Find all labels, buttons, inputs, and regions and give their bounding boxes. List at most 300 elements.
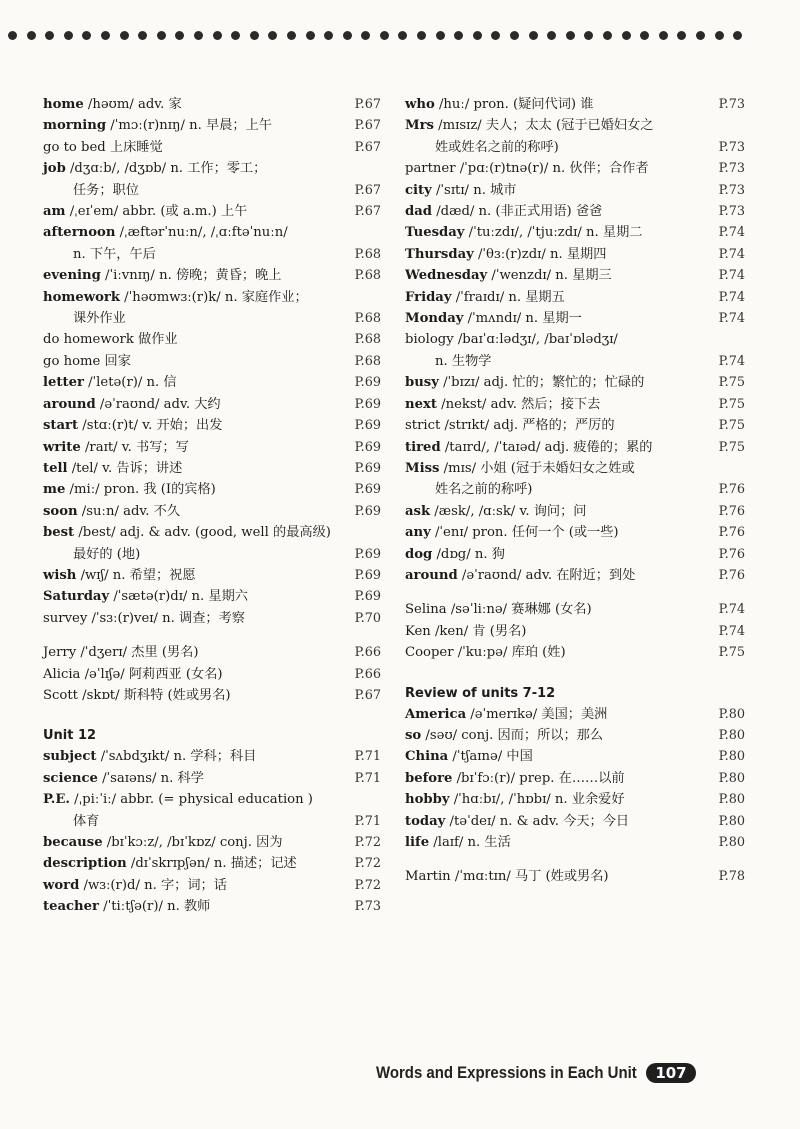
- entry-headword: best: [43, 525, 75, 541]
- vocab-entry: [43, 642, 381, 663]
- entry-page-ref: P.80: [718, 770, 745, 786]
- vocab-entry: [405, 201, 745, 222]
- entry-line: [405, 372, 699, 393]
- section-gap: [405, 586, 745, 599]
- border-dot: [547, 31, 556, 40]
- entry-line: [405, 811, 699, 832]
- entry-page-ref: P.76: [718, 482, 745, 498]
- entry-headword: because: [43, 835, 103, 850]
- entry-definition: /dæd/ n. (非正式用语) 爸爸: [432, 204, 603, 220]
- vocab-entry: [405, 866, 745, 887]
- entry-definition: strict /strɪkt/ adj. 严格的；严厉的: [405, 418, 615, 434]
- entry-page-ref: P.71: [354, 813, 381, 829]
- entry-line: [43, 768, 335, 789]
- entry-page-ref: P.73: [718, 204, 745, 220]
- border-dot: [417, 31, 426, 40]
- entry-headword: tell: [43, 460, 68, 476]
- vocab-entry: [405, 544, 745, 565]
- vocab-entry: [405, 522, 745, 543]
- border-dot: [120, 31, 129, 40]
- entry-page-ref: P.68: [354, 332, 381, 348]
- entry-headword: homework: [43, 289, 120, 305]
- entry-definition: /əˈraʊnd/ adv. 在附近；到处: [457, 567, 636, 583]
- entry-line: [43, 608, 335, 629]
- entry-headword: write: [43, 439, 81, 455]
- entry-continuation: 课外作业: [73, 311, 126, 327]
- entry-page-ref: P.67: [354, 139, 381, 155]
- entry-definition: /ˈtuːzdɪ/, /ˈtjuːzdɪ/ n. 星期二: [464, 225, 643, 241]
- entry-definition: /ˈhəʊmwɜː(r)k/ n. 家庭作业；: [119, 289, 308, 305]
- entry-page-ref: P.74: [718, 311, 745, 327]
- entry-page-ref: P.67: [354, 687, 381, 703]
- vocab-entry: [43, 685, 381, 706]
- entry-line: [405, 522, 699, 543]
- entry-line: [405, 180, 699, 201]
- entry-page-ref: P.80: [718, 835, 745, 850]
- entry-definition: /ˈenɪ/ pron. 任何一个 (或一些): [430, 525, 619, 541]
- page-number-badge: 107: [646, 1063, 695, 1083]
- vocab-entry: [43, 394, 381, 415]
- entry-headword: around: [405, 567, 458, 583]
- entry-page-ref: P.68: [354, 353, 381, 369]
- entry-page-ref: P.76: [718, 503, 745, 519]
- border-dot: [138, 31, 147, 40]
- entry-definition: /bɪˈkɔːz/, /bɪˈkɒz/ conj. 因为: [102, 835, 283, 850]
- entry-line: [43, 394, 335, 415]
- entry-headword: letter: [43, 375, 84, 391]
- entry-definition: /mɪsɪz/ 夫人；太太 (冠于已婚妇女之: [433, 118, 654, 134]
- entry-page-ref: P.73: [718, 139, 745, 155]
- entry-definition: /ˈfraɪdɪ/ n. 星期五: [451, 289, 565, 305]
- entry-page-ref: P.67: [354, 97, 381, 112]
- border-dot: [677, 31, 686, 40]
- vocab-entry: [43, 832, 381, 853]
- entry-line: [43, 415, 335, 436]
- entry-page-ref: P.72: [354, 835, 381, 850]
- vocab-entry: [405, 832, 745, 853]
- entry-line: [405, 768, 699, 789]
- entry-page-ref: P.75: [718, 418, 745, 434]
- entry-definition: /ˈhɑːbɪ/, /ˈhɒbɪ/ n. 业余爱好: [449, 792, 625, 808]
- entry-page-ref: P.78: [718, 869, 745, 885]
- vocab-entry: [405, 329, 745, 372]
- entry-definition: /ˌpiːˈiː/ abbr. (= physical education ): [69, 792, 313, 808]
- vocabulary-column-left: [43, 94, 381, 918]
- entry-line: [43, 287, 335, 308]
- border-dot: [82, 31, 91, 40]
- vocab-entry: [405, 725, 745, 746]
- vocab-entry: [43, 853, 381, 874]
- vocab-entry: [43, 664, 381, 685]
- entry-page-ref: P.75: [718, 375, 745, 391]
- vocab-entry: [405, 704, 745, 725]
- vocab-entry: [43, 329, 381, 350]
- section-heading: Unit 12: [43, 728, 97, 744]
- border-dot: [436, 31, 445, 40]
- entry-headword: start: [43, 418, 79, 434]
- entry-headword: P.E.: [43, 792, 70, 808]
- entry-line: [405, 642, 699, 663]
- entry-line: [405, 437, 699, 458]
- entry-page-ref: P.69: [354, 589, 381, 605]
- vocab-entry: [405, 394, 745, 415]
- entry-headword: me: [43, 482, 66, 498]
- vocab-entry: [405, 746, 745, 767]
- footer-title: Words and Expressions in Each Unit: [376, 1063, 637, 1082]
- entry-definition: /ˈbɪzɪ/ adj. 忙的；繁忙的；忙碌的: [438, 375, 645, 391]
- entry-definition: /miː/ pron. 我 (I的宾格): [65, 482, 216, 498]
- entry-line: [43, 789, 335, 810]
- entry-definition: /ˌeɪˈem/ abbr. (或 a.m.) 上午: [65, 204, 248, 220]
- entry-continuation: 姓或姓名之前的称呼): [435, 139, 559, 155]
- entry-line: [405, 158, 699, 179]
- entry-line: [43, 875, 335, 896]
- entry-page-ref: P.71: [354, 770, 381, 786]
- entry-line: [405, 832, 699, 853]
- entry-headword: Miss: [405, 460, 440, 476]
- entry-definition: /æsk/, /ɑːsk/ v. 询问；问: [430, 503, 587, 519]
- entry-definition: /stɑː(r)t/ v. 开始；出发: [78, 418, 223, 434]
- entry-headword: any: [405, 525, 431, 541]
- border-dot: [268, 31, 277, 40]
- entry-headword: Wednesday: [405, 268, 488, 284]
- entry-headword: Tuesday: [405, 225, 465, 241]
- entry-headword: Saturday: [43, 589, 110, 605]
- entry-definition: /ˈletə(r)/ n. 信: [83, 375, 177, 391]
- entry-headword: today: [405, 813, 446, 829]
- border-dot: [27, 31, 36, 40]
- entry-definition: /ˈtʃaɪnə/ 中国: [448, 749, 533, 765]
- entry-page-ref: P.76: [718, 567, 745, 583]
- vocab-entry: [43, 415, 381, 436]
- entry-page-ref: P.74: [718, 623, 745, 639]
- entry-line: [43, 565, 335, 586]
- entry-line: [43, 522, 335, 543]
- vocab-entry: [43, 115, 381, 136]
- entry-page-ref: P.69: [354, 460, 381, 476]
- vocab-entry: [405, 565, 745, 586]
- entry-definition: /ˈiːvnɪŋ/ n. 傍晚；黄昏；晚上: [100, 268, 282, 284]
- entry-definition: Jerry /ˈdʒerɪ/ 杰里 (男名): [43, 645, 199, 661]
- entry-line: [43, 351, 335, 372]
- entry-definition: /best/ adj. & adv. (good, well 的最高级): [74, 525, 331, 541]
- vocab-entry: [405, 811, 745, 832]
- entry-line: [405, 265, 699, 286]
- border-dot: [8, 31, 17, 40]
- entry-headword: around: [43, 396, 96, 412]
- vocab-entry: [405, 789, 745, 810]
- entry-line: [405, 415, 699, 436]
- entry-line: [405, 287, 699, 308]
- entry-page-ref: P.68: [354, 311, 381, 327]
- vocab-entry: [405, 244, 745, 265]
- entry-line: [405, 201, 699, 222]
- entry-line: [43, 137, 335, 158]
- entry-definition: Scott /skɒt/ 斯科特 (姓或男名): [43, 687, 231, 703]
- entry-line: [43, 746, 335, 767]
- entry-definition: /huː/ pron. (疑问代词) 谁: [434, 97, 594, 112]
- entry-definition: go home 回家: [43, 353, 131, 369]
- entry-headword: word: [43, 877, 80, 893]
- entry-definition: /ˌæftərˈnuːn/, /ˌɑːftəˈnuːn/: [115, 225, 288, 241]
- vocab-entry: [43, 608, 381, 629]
- border-dot: [733, 31, 742, 40]
- entry-headword: evening: [43, 268, 101, 284]
- entry-headword: America: [405, 706, 467, 722]
- entry-line: [43, 853, 335, 874]
- border-dot: [194, 31, 203, 40]
- entry-line: [405, 329, 699, 350]
- vocab-entry: [405, 621, 745, 642]
- vocab-entry: [43, 287, 381, 330]
- entry-headword: life: [405, 835, 430, 850]
- entry-page-ref: P.67: [354, 118, 381, 134]
- border-dot: [566, 31, 575, 40]
- border-dot: [529, 31, 538, 40]
- entry-headword: Friday: [405, 289, 452, 305]
- entry-line: [43, 158, 335, 179]
- entry-page-ref: P.75: [718, 439, 745, 455]
- border-dot: [175, 31, 184, 40]
- entry-page-ref: P.69: [354, 482, 381, 498]
- entry-page-ref: P.80: [718, 792, 745, 808]
- entry-definition: /əˈraʊnd/ adv. 大约: [95, 396, 221, 412]
- border-dot: [510, 31, 519, 40]
- entry-definition: Ken /ken/ 肯 (男名): [405, 623, 527, 639]
- entry-page-ref: P.69: [354, 375, 381, 391]
- border-dot: [473, 31, 482, 40]
- entry-definition: /ˈmɔː(r)nɪŋ/ n. 早晨；上午: [106, 118, 272, 134]
- entry-page-ref: P.74: [718, 246, 745, 262]
- entry-definition: /ˈθɜː(r)zdɪ/ n. 星期四: [473, 246, 607, 262]
- entry-line: [405, 94, 699, 115]
- entry-definition: /əˈmerɪkə/ 美国；美洲: [466, 706, 608, 722]
- entry-page-ref: P.72: [354, 856, 381, 872]
- vocab-entry: [43, 137, 381, 158]
- entry-continuation: 最好的 (地): [73, 546, 141, 562]
- entry-page-ref: P.71: [354, 749, 381, 765]
- vocab-entry: [405, 501, 745, 522]
- entry-page-ref: P.74: [718, 268, 745, 284]
- page-footer: [376, 1063, 696, 1083]
- entry-headword: wish: [43, 567, 77, 583]
- entry-page-ref: P.69: [354, 567, 381, 583]
- border-dot: [622, 31, 631, 40]
- entry-headword: next: [405, 396, 437, 412]
- entry-headword: before: [405, 770, 453, 786]
- entry-line: [405, 544, 699, 565]
- entry-headword: tired: [405, 439, 441, 455]
- border-dot: [715, 31, 724, 40]
- entry-line: [405, 621, 699, 642]
- entry-page-ref: P.76: [718, 546, 745, 562]
- border-dot: [45, 31, 54, 40]
- entry-line: [43, 501, 335, 522]
- entry-headword: am: [43, 204, 66, 220]
- entry-line: [43, 479, 335, 500]
- entry-page-ref: P.74: [718, 289, 745, 305]
- entry-headword: description: [43, 856, 127, 872]
- entry-definition: Cooper /ˈkuːpə/ 库珀 (姓): [405, 645, 566, 661]
- entry-line: [43, 94, 335, 115]
- entry-definition: /ˈsaɪəns/ n. 科学: [97, 770, 204, 786]
- entry-headword: so: [405, 727, 422, 743]
- vocab-entry: [405, 372, 745, 393]
- vocab-entry: [405, 287, 745, 308]
- entry-definition: Martin /ˈmɑːtɪn/ 马丁 (姓或男名): [405, 869, 609, 885]
- entry-definition: Selina /səˈliːnə/ 赛琳娜 (女名): [405, 602, 592, 618]
- entry-page-ref: P.75: [718, 396, 745, 412]
- vocab-entry: [43, 522, 381, 565]
- entry-continuation: n. 下午，午后: [73, 246, 156, 262]
- entry-page-ref: P.74: [718, 602, 745, 618]
- border-dot: [250, 31, 259, 40]
- entry-headword: dog: [405, 546, 433, 562]
- border-dot: [380, 31, 389, 40]
- entry-page-ref: P.80: [718, 813, 745, 829]
- border-dot: [157, 31, 166, 40]
- entry-line: [43, 642, 335, 663]
- entry-definition: /ˈmʌndɪ/ n. 星期一: [463, 311, 582, 327]
- entry-line: [43, 437, 335, 458]
- entry-definition: /ˈwenzdɪ/ n. 星期三: [487, 268, 612, 284]
- entry-page-ref: P.76: [718, 525, 745, 541]
- section-gap: [405, 853, 745, 866]
- vocab-entry: [43, 896, 381, 917]
- entry-headword: hobby: [405, 792, 450, 808]
- entry-page-ref: P.68: [354, 246, 381, 262]
- entry-page-ref: P.68: [354, 268, 381, 284]
- entry-headword: afternoon: [43, 225, 116, 241]
- entry-headword: job: [43, 161, 66, 177]
- entry-page-ref: P.73: [718, 97, 745, 112]
- vocab-entry: [405, 94, 745, 115]
- entry-page-ref: P.67: [354, 204, 381, 220]
- entry-headword: city: [405, 182, 432, 198]
- section-gap: [405, 664, 745, 677]
- vocab-entry: [43, 201, 381, 222]
- entry-page-ref: P.80: [718, 727, 745, 743]
- border-dot: [584, 31, 593, 40]
- entry-headword: ask: [405, 503, 431, 519]
- vocab-entry: [405, 458, 745, 501]
- entry-page-ref: P.69: [354, 546, 381, 562]
- vocab-entry: [405, 265, 745, 286]
- vocab-entry: [405, 415, 745, 436]
- entry-page-ref: P.80: [718, 749, 745, 765]
- entry-headword: home: [43, 97, 84, 112]
- entry-line: [43, 115, 335, 136]
- entry-line: [43, 832, 335, 853]
- entry-page-ref: P.73: [718, 161, 745, 177]
- border-dot: [324, 31, 333, 40]
- vocab-entry: [43, 479, 381, 500]
- entry-definition: /dʒɑːb/, /dʒɒb/ n. 工作；零工；: [65, 161, 267, 177]
- vocab-entry: [405, 115, 745, 158]
- entry-page-ref: P.67: [354, 182, 381, 198]
- entry-line: [405, 394, 699, 415]
- entry-definition: /mɪs/ 小姐 (冠于未婚妇女之姓或: [439, 460, 635, 476]
- border-dot: [343, 31, 352, 40]
- entry-line: [405, 308, 699, 329]
- entry-continuation: 任务；职位: [73, 182, 139, 198]
- vocab-entry: [43, 746, 381, 767]
- entry-definition: /ˈsʌbdʒɪkt/ n. 学科；科目: [96, 749, 257, 765]
- entry-page-ref: P.73: [354, 899, 381, 915]
- entry-line: [405, 244, 699, 265]
- entry-headword: busy: [405, 375, 439, 391]
- vocab-entry: [43, 265, 381, 286]
- vocab-entry: [405, 158, 745, 179]
- vocab-entry: [405, 308, 745, 329]
- entry-line: [43, 372, 335, 393]
- vocabulary-column-right: [405, 94, 745, 888]
- entry-line: [405, 115, 699, 136]
- entry-page-ref: P.75: [718, 645, 745, 661]
- entry-page-ref: P.69: [354, 503, 381, 519]
- entry-page-ref: P.66: [354, 645, 381, 661]
- entry-line: [405, 501, 699, 522]
- entry-page-ref: P.69: [354, 396, 381, 412]
- section-gap: [43, 706, 381, 719]
- vocab-entry: [43, 458, 381, 479]
- entry-definition: /tel/ v. 告诉；讲述: [67, 460, 183, 476]
- entry-headword: Thursday: [405, 246, 474, 262]
- border-dot: [491, 31, 500, 40]
- entry-definition: biology /baɪˈɑːlədʒɪ/, /baɪˈɒlədʒɪ/: [405, 332, 618, 348]
- entry-line: [43, 664, 335, 685]
- entry-continuation: 体育: [73, 813, 100, 829]
- entry-definition: /nekst/ adv. 然后；接下去: [436, 396, 601, 412]
- vocab-entry: [43, 351, 381, 372]
- entry-headword: science: [43, 770, 98, 786]
- entry-definition: /wɪʃ/ n. 希望；祝愿: [76, 567, 196, 583]
- entry-definition: /bɪˈfɔː(r)/ prep. 在……以前: [452, 770, 625, 786]
- entry-definition: go to bed 上床睡觉: [43, 139, 163, 155]
- entry-line: [43, 458, 335, 479]
- entry-page-ref: P.74: [718, 225, 745, 241]
- entry-line: [43, 222, 335, 243]
- entry-headword: who: [405, 97, 435, 112]
- entry-headword: Monday: [405, 311, 464, 327]
- section-gap: [43, 629, 381, 642]
- entry-definition: /dɪˈskrɪpʃən/ n. 描述；记述: [126, 856, 297, 872]
- entry-page-ref: P.72: [354, 877, 381, 893]
- entry-continuation: n. 生物学: [435, 353, 492, 369]
- entry-page-ref: P.69: [354, 418, 381, 434]
- entry-headword: subject: [43, 749, 97, 765]
- entry-definition: /laɪf/ n. 生活: [429, 835, 511, 850]
- entry-definition: survey /ˈsɜː(r)veɪ/ n. 调查；考察: [43, 610, 245, 626]
- entry-definition: /raɪt/ v. 书写；写: [80, 439, 189, 455]
- entry-page-ref: P.73: [718, 182, 745, 198]
- entry-line: [405, 866, 699, 887]
- entry-definition: Alicia /əˈlɪʃə/ 阿莉西亚 (女名): [43, 666, 223, 682]
- entry-line: [405, 458, 699, 479]
- entry-line: [43, 685, 335, 706]
- vocab-entry: [43, 565, 381, 586]
- entry-line: [405, 789, 699, 810]
- border-dot: [696, 31, 705, 40]
- entry-line: [43, 265, 335, 286]
- entry-line: [43, 586, 335, 607]
- entry-definition: /wɜː(r)d/ n. 字；词；话: [79, 877, 227, 893]
- vocab-entry: [43, 875, 381, 896]
- entry-headword: Mrs: [405, 118, 434, 134]
- entry-definition: /həʊm/ adv. 家: [83, 97, 182, 112]
- border-dot: [640, 31, 649, 40]
- border-dot: [603, 31, 612, 40]
